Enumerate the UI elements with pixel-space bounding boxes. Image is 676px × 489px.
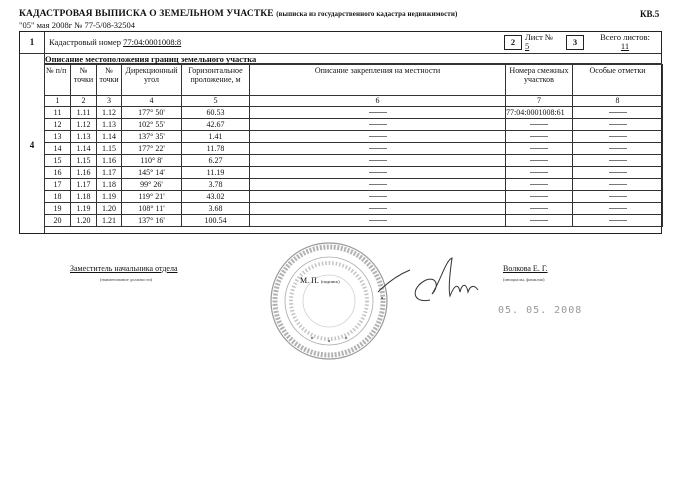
cell-description: [250, 119, 506, 131]
cell-adjacent: [506, 143, 573, 155]
cell-description: [250, 167, 506, 179]
dash: [369, 184, 387, 185]
cell-description: [250, 191, 506, 203]
dash: [530, 148, 548, 149]
dash: [530, 220, 548, 221]
cell-point-to: 1.20: [97, 203, 122, 215]
cell-description: [250, 155, 506, 167]
cell-point-from: 1.14: [71, 143, 97, 155]
cell-adjacent: [506, 203, 573, 215]
dash: [530, 124, 548, 125]
col-header: Номера смежных участков: [506, 65, 573, 96]
title-subtitle: (выписка из государственного кадастра недвижимости): [276, 10, 458, 18]
cell-point-to: 1.13: [97, 119, 122, 131]
cell-angle: 108° 11': [122, 203, 182, 215]
section-number-4: 4: [29, 140, 35, 150]
sheet-number: [525, 33, 553, 51]
cell-index: 16: [45, 167, 71, 179]
cell-distance: 42.67: [182, 119, 250, 131]
handwritten-signature-icon: [370, 252, 500, 312]
signer-name-caption: (инициалы, фамилия): [503, 277, 545, 282]
cell-angle: 102° 55': [122, 119, 182, 131]
dash: [530, 184, 548, 185]
seal-label: [300, 276, 340, 285]
cell-point-from: 1.15: [71, 155, 97, 167]
dash: [530, 208, 548, 209]
cell-notes: [573, 131, 663, 143]
cadastral-number-value: 77:04:0001008:8: [123, 37, 182, 47]
cell-angle: 99° 26': [122, 179, 182, 191]
dash: [609, 196, 627, 197]
cell-point-from: 1.20: [71, 215, 97, 227]
cadastral-number-row: [20, 32, 661, 54]
seal-caption: (подпись): [320, 279, 340, 284]
dash: [609, 172, 627, 173]
cell-distance: 6.27: [182, 155, 250, 167]
cell-adjacent: [506, 119, 573, 131]
cell-point-from: 1.18: [71, 191, 97, 203]
cell-notes: [573, 107, 663, 119]
col-header: Особые отметки: [573, 65, 663, 96]
cell-notes: [573, 179, 663, 191]
cell-adjacent: [506, 191, 573, 203]
cell-index: 17: [45, 179, 71, 191]
dash: [609, 112, 627, 113]
cell-point-from: 1.19: [71, 203, 97, 215]
dash: [609, 220, 627, 221]
cell-description: [250, 179, 506, 191]
column-index-row: [45, 96, 663, 107]
cell-index: 19: [45, 203, 71, 215]
cell-notes: [573, 143, 663, 155]
dash: [530, 196, 548, 197]
cell-index: 11: [45, 107, 71, 119]
dash: [609, 124, 627, 125]
cell-index: 14: [45, 143, 71, 155]
dash: [369, 124, 387, 125]
table-row: [45, 167, 663, 179]
dash: [530, 136, 548, 137]
cell-angle: 137° 35': [122, 131, 182, 143]
table-row: [45, 215, 663, 227]
cell-point-to: 1.12: [97, 107, 122, 119]
dash: [530, 172, 548, 173]
cell-point-from: 1.17: [71, 179, 97, 191]
cell-point-to: 1.18: [97, 179, 122, 191]
table-row: [45, 203, 663, 215]
cell-distance: 11.19: [182, 167, 250, 179]
cell-notes: [573, 167, 663, 179]
signer-position: Заместитель начальника отдела: [70, 264, 178, 273]
total-label: Всего листов:: [600, 32, 650, 42]
table-row: [45, 143, 663, 155]
table-row: [45, 119, 663, 131]
section-title: Описание местоположения границ земельного участка: [45, 54, 257, 64]
cell-point-from: 1.12: [71, 119, 97, 131]
cell-description: [250, 143, 506, 155]
table-row: [45, 107, 663, 119]
col-header: Дирекционный угол: [122, 65, 182, 96]
cell-distance: 3.78: [182, 179, 250, 191]
section-number-1: 1: [29, 37, 35, 47]
dash: [609, 160, 627, 161]
cell-angle: 177° 50': [122, 107, 182, 119]
dash: [369, 172, 387, 173]
dash: [369, 220, 387, 221]
cell-adjacent: [506, 179, 573, 191]
table-row: [45, 191, 663, 203]
dash: [609, 208, 627, 209]
cell-distance: 3.68: [182, 203, 250, 215]
seal-label-text: М. П.: [300, 276, 319, 285]
dash: [609, 148, 627, 149]
cell-description: [250, 107, 506, 119]
cell-angle: 110° 8': [122, 155, 182, 167]
cell-description: [250, 215, 506, 227]
cell-distance: 1.41: [182, 131, 250, 143]
table-header-row: [45, 65, 663, 96]
dash: [530, 160, 548, 161]
col-index: 8: [573, 96, 663, 107]
col-index: 6: [250, 96, 506, 107]
cell-point-from: 1.16: [71, 167, 97, 179]
cell-index: 15: [45, 155, 71, 167]
table-row: [45, 155, 663, 167]
box-2: 2: [504, 35, 522, 50]
cell-point-to: 1.15: [97, 143, 122, 155]
dash: [369, 136, 387, 137]
cell-description: [250, 131, 506, 143]
signer-name: Волкова Е. Г.: [503, 264, 548, 273]
cell-point-to: 1.17: [97, 167, 122, 179]
col-index: 7: [506, 96, 573, 107]
cell-notes: [573, 119, 663, 131]
cell-angle: 145° 14': [122, 167, 182, 179]
cell-notes: [573, 191, 663, 203]
cell-notes: [573, 203, 663, 215]
cell-index: 12: [45, 119, 71, 131]
cell-distance: 60.53: [182, 107, 250, 119]
stamp-date: 05. 05. 2008: [498, 305, 583, 316]
cell-distance: 100.54: [182, 215, 250, 227]
dash: [369, 148, 387, 149]
cell-description: [250, 203, 506, 215]
cell-point-to: 1.21: [97, 215, 122, 227]
cell-distance: 43.02: [182, 191, 250, 203]
cell-angle: 137° 16': [122, 215, 182, 227]
form-code: КВ.5: [640, 9, 660, 19]
cadastral-label: Кадастровый номер: [49, 37, 124, 47]
col-index: 2: [71, 96, 97, 107]
cell-angle: 177° 22': [122, 143, 182, 155]
col-index: 1: [45, 96, 71, 107]
cell-notes: [573, 215, 663, 227]
cell-adjacent: [506, 131, 573, 143]
cell-notes: [573, 155, 663, 167]
cell-adjacent: [506, 167, 573, 179]
cadastral-number: [49, 37, 181, 47]
cell-index: 13: [45, 131, 71, 143]
title-text: КАДАСТРОВАЯ ВЫПИСКА О ЗЕМЕЛЬНОМ УЧАСТКЕ: [19, 9, 274, 19]
document-title: [19, 9, 457, 19]
table-row: [45, 131, 663, 143]
col-index: 4: [122, 96, 182, 107]
total-value: 11: [620, 41, 630, 51]
cell-adjacent: 77:04:0001008:61: [506, 107, 573, 119]
cell-index: 20: [45, 215, 71, 227]
table-row: [45, 179, 663, 191]
col-header: № точки: [97, 65, 122, 96]
total-sheets: [592, 33, 658, 51]
col-index: 5: [182, 96, 250, 107]
sheet-value: 5: [525, 41, 530, 51]
col-index: 3: [97, 96, 122, 107]
col-header: Описание закрепления на местности: [250, 65, 506, 96]
col-header: № п/п: [45, 65, 71, 96]
dash: [369, 208, 387, 209]
cell-point-to: 1.19: [97, 191, 122, 203]
col-header: Горизонтальное проложение, м: [182, 65, 250, 96]
cell-distance: 11.78: [182, 143, 250, 155]
dash: [609, 136, 627, 137]
cell-point-to: 1.16: [97, 155, 122, 167]
sheet-label: Лист №: [525, 32, 554, 42]
dash: [369, 196, 387, 197]
cell-angle: 119° 21': [122, 191, 182, 203]
cell-index: 18: [45, 191, 71, 203]
dash: [609, 184, 627, 185]
col-header: № точки: [71, 65, 97, 96]
cell-point-to: 1.14: [97, 131, 122, 143]
dash: [369, 160, 387, 161]
cell-point-from: 1.11: [71, 107, 97, 119]
cell-point-from: 1.13: [71, 131, 97, 143]
signer-position-caption: (наименование должности): [100, 277, 153, 282]
cell-adjacent: [506, 215, 573, 227]
document-date-number: "05" мая 2008г № 77-5/08-32504: [19, 20, 136, 30]
cell-adjacent: [506, 155, 573, 167]
boundary-table: [44, 64, 663, 227]
box-3: 3: [566, 35, 584, 50]
extract-form: [19, 31, 662, 234]
dash: [369, 112, 387, 113]
